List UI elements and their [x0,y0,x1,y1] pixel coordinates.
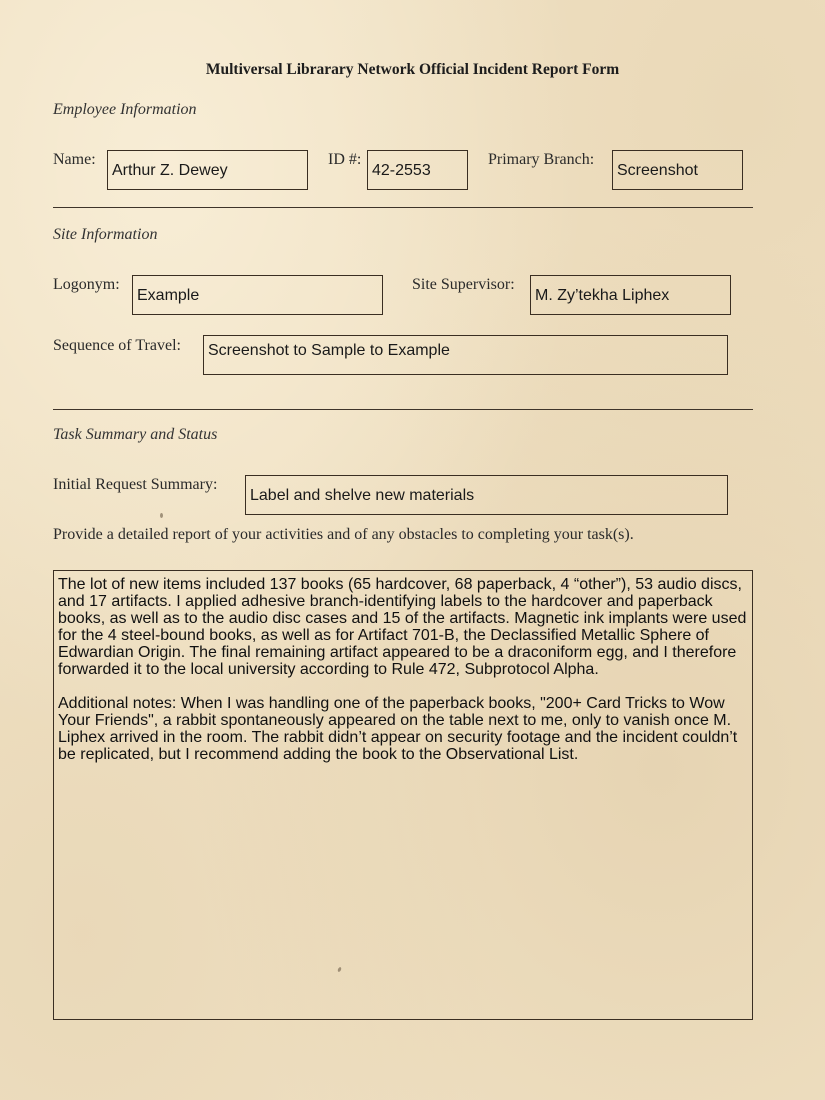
primary-branch-field[interactable]: Screenshot [612,150,743,190]
report-paragraph: The lot of new items included 137 books (65 hardcover, 68 paperback, 4 “other”), 53 audio discs, and 17 artifacts. I applied adhesive branch-identifying labels to the hardcover and paperback books, as well as to the audio disc cases and 15 of the artifacts. Magnetic ink implants were used for the 4 steel-bound books, as well as for Artifact 701-B, the Declassified Metallic Sphere of Edwardian Origin. The final remaining artifact appeared to be a draconiform egg, and I therefore forwarded it to the local university according to Rule 472, Subprotocol Alpha. [58,576,747,678]
logonym-field[interactable]: Example [132,275,383,315]
logonym-label: Logonym: [53,276,120,293]
id-field[interactable]: 42-2553 [367,150,468,190]
divider [53,207,753,208]
initial-request-field[interactable]: Label and shelve new materials [245,475,728,515]
report-prompt: Provide a detailed report of your activities and of any obstacles to completing your task(s). [53,526,634,543]
paper-speck [160,513,163,518]
site-supervisor-field[interactable]: M. Zy’tekha Liphex [530,275,731,315]
form-title: Multiversal Librarary Network Official Incident Report Form [205,61,620,78]
sequence-of-travel-field[interactable]: Screenshot to Sample to Example [203,335,728,375]
name-field[interactable]: Arthur Z. Dewey [107,150,308,190]
divider [53,409,753,410]
sequence-of-travel-label: Sequence of Travel: [53,337,181,354]
initial-request-label: Initial Request Summary: [53,476,218,493]
section-task-summary: Task Summary and Status [53,426,218,443]
report-paragraph: Additional notes: When I was handling one of the paperback books, "200+ Card Tricks to Wow Your Friends", a rabbit spontaneously appeared on the table next to me, only to vanish once M. Liphex arrived in the room. The rabbit didn’t appear on security footage and the incident couldn’t be replicated, but I recommend adding the book to the Observational List. [58,695,738,763]
primary-branch-label: Primary Branch: [488,151,595,168]
id-label: ID #: [328,151,362,168]
section-employee-information: Employee Information [53,101,197,118]
section-site-information: Site Information [53,226,158,243]
name-label: Name: [53,151,96,168]
site-supervisor-label: Site Supervisor: [412,276,515,293]
detailed-report-textarea[interactable] [53,570,753,1020]
